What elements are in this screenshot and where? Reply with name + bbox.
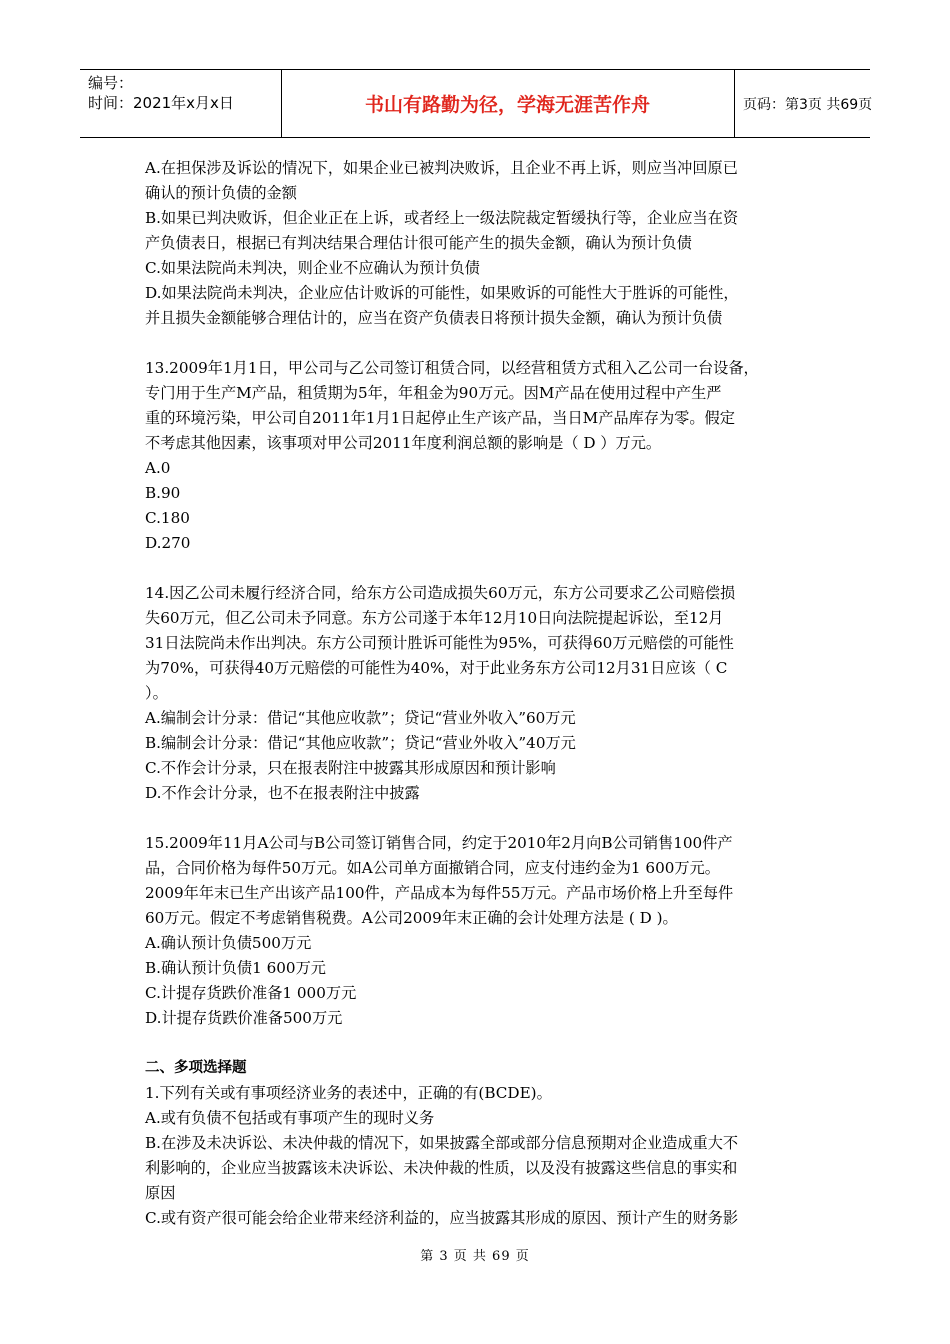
text-line: 2009年年末已生产出该产品100件，产品成本为每件55万元。产品市场价格上升至每件 (145, 884, 734, 902)
page-header (80, 69, 873, 138)
text-line: 13.2009年1月1日，甲公司与乙公司签订租赁合同，以经营租赁方式租入乙公司一台设备， (145, 359, 759, 377)
text-line: 31日法院尚未作出判决。东方公司预计胜诉可能性为95%，可获得60万元赔偿的可能性 (145, 634, 734, 652)
header-page-code-cell (735, 70, 873, 137)
text-line: D.不作会计分录，也不在报表附注中披露 (145, 784, 420, 802)
text-line: 失60万元，但乙公司未予同意。东方公司遂于本年12月10日向法院提起诉讼，至12月 (145, 609, 724, 627)
text-line: D.270 (145, 534, 191, 552)
blank-line (145, 1031, 810, 1056)
text-line: A.0 (145, 459, 171, 477)
text-line: 为70%，可获得40万元赔偿的可能性为40%，对于此业务东方公司12月31日应该（ C (145, 659, 728, 677)
blank-line (145, 556, 810, 581)
text-line: 1.下列有关或有事项经济业务的表述中，正确的有(BCDE)。 (145, 1084, 552, 1102)
text-line: 品，合同价格为每件50万元。如A公司单方面撤销合同，应支付违约金为1 600万元。 (145, 859, 720, 877)
text-line: ）。 (145, 684, 168, 702)
page-footer: 第 3 页 共 69 页 (420, 1249, 530, 1264)
text-line: 产负债表日，根据已有判决结果合理估计很可能产生的损失金额，确认为预计负债 (145, 234, 692, 252)
document-number-label: 编号： (88, 74, 134, 92)
text-line: 14.因乙公司未履行经济合同，给东方公司造成损失60万元，东方公司要求乙公司赔偿损 (145, 584, 736, 602)
document-time-label: 时间：2021年x月x日 (88, 94, 234, 112)
text-line: A.或有负债不包括或有事项产生的现时义务 (145, 1109, 435, 1127)
text-line: 原因 (145, 1184, 176, 1202)
header-page-code: 页码：第3页 共69页 (743, 96, 873, 113)
text-line: A.在担保涉及诉讼的情况下，如果企业已被判决败诉，且企业不再上诉，则应当冲回原已 (145, 159, 738, 177)
header-meta-cell (80, 70, 282, 137)
text-line: C.如果法院尚未判决，则企业不应确认为预计负债 (145, 259, 480, 277)
blank-line (145, 331, 810, 356)
blank-line (145, 806, 810, 831)
document-body (145, 156, 810, 1231)
text-line: 15.2009年11月A公司与B公司签订销售合同，约定于2010年2月向B公司销售100件产 (145, 834, 733, 852)
section-title: 二、多项选择题 (145, 1060, 247, 1076)
text-line: 60万元。假定不考虑销售税费。A公司2009年末正确的会计处理方法是 ( D )。 (145, 909, 678, 927)
text-line: C.180 (145, 509, 190, 527)
text-line: 确认的预计负债的金额 (145, 184, 297, 202)
text-line: D.计提存货跌价准备500万元 (145, 1009, 343, 1027)
text-line: C.计提存货跌价准备1 000万元 (145, 984, 357, 1002)
text-line: 不考虑其他因素，该事项对甲公司2011年度利润总额的影响是（ D ）万元。 (145, 434, 662, 452)
text-line: B.90 (145, 484, 181, 502)
text-line: 利影响的，企业应当披露该未决诉讼、未决仲裁的性质，以及没有披露这些信息的事实和 (145, 1159, 738, 1177)
question-block-2 (145, 1081, 810, 1231)
question-block (145, 156, 810, 1056)
header-slogan: 书山有路勤为径，学海无涯苦作舟 (281, 70, 735, 137)
text-line: B.如果已判决败诉，但企业正在上诉，或者经上一级法院裁定暂缓执行等，企业应当在资 (145, 209, 739, 227)
text-line: D.如果法院尚未判决，企业应估计败诉的可能性，如果败诉的可能性大于胜诉的可能性， (145, 284, 739, 302)
text-line: C.不作会计分录，只在报表附注中披露其形成原因和预计影响 (145, 759, 556, 777)
text-line: 并且损失金额能够合理估计的，应当在资产负债表日将预计损失金额，确认为预计负债 (145, 309, 723, 327)
text-line: 重的环境污染，甲公司自2011年1月1日起停止生产该产品，当日M产品库存为零。假定 (145, 409, 735, 427)
text-line: B.编制会计分录：借记“其他应收款”；贷记“营业外收入”40万元 (145, 734, 576, 752)
text-line: B.确认预计负债1 600万元 (145, 959, 326, 977)
text-line: 专门用于生产M产品，租赁期为5年，年租金为90万元。因M产品在使用过程中产生严 (145, 384, 722, 402)
text-line: A.编制会计分录：借记“其他应收款”；贷记“营业外收入”60万元 (145, 709, 576, 727)
text-line: C.或有资产很可能会给企业带来经济利益的，应当披露其形成的原因、预计产生的财务影 (145, 1209, 739, 1227)
text-line: A.确认预计负债500万元 (145, 934, 312, 952)
text-line: B.在涉及未决诉讼、未决仲裁的情况下，如果披露全部或部分信息预期对企业造成重大不 (145, 1134, 739, 1152)
